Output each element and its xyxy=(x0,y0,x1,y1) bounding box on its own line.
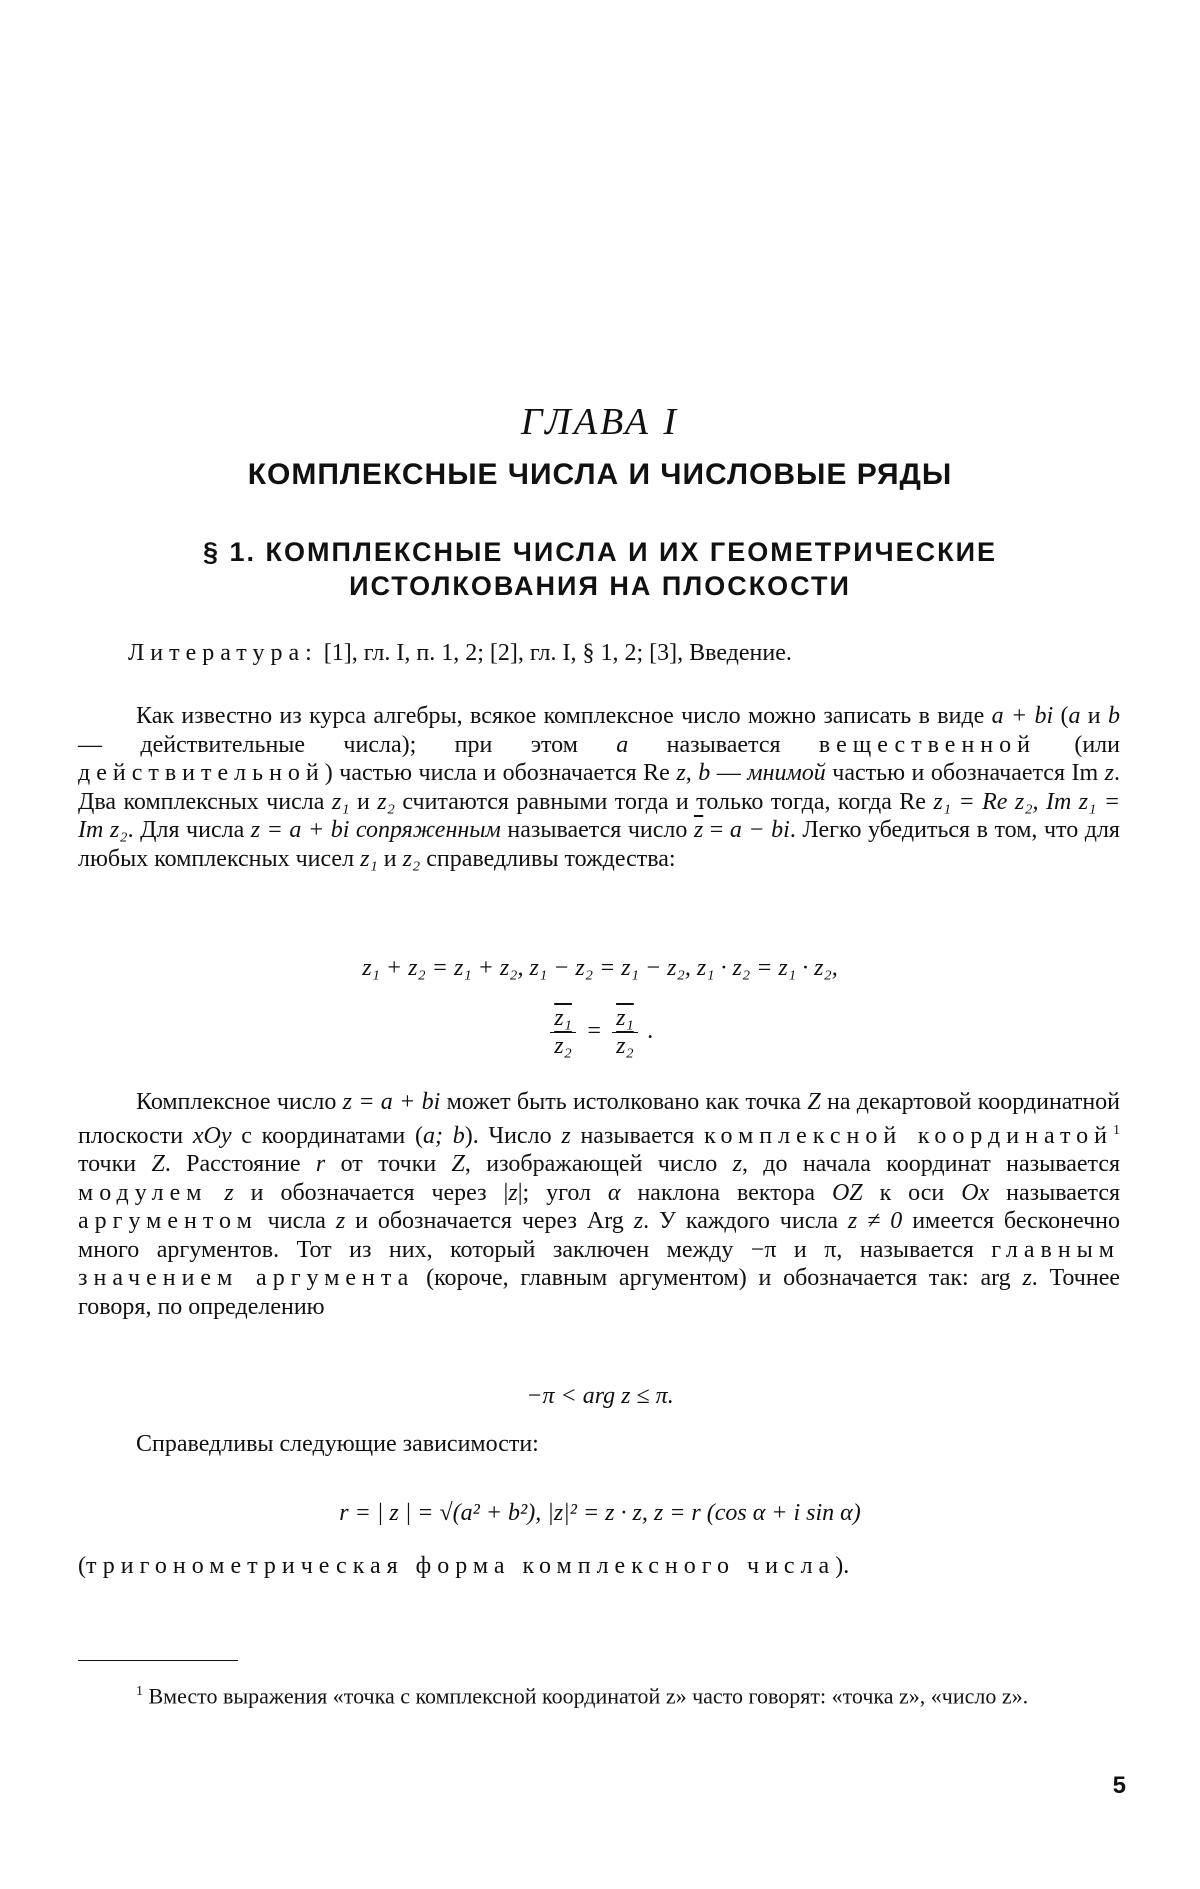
text: . У каждого числа xyxy=(643,1208,848,1234)
text: . Легко убедиться в том, что для любых комплексных чисел xyxy=(78,817,1120,872)
text: числа xyxy=(257,1208,336,1234)
math: z xyxy=(224,1179,234,1206)
numerator: z₁ xyxy=(550,1005,576,1033)
text: (или xyxy=(1035,731,1121,758)
vector-oz: OZ xyxy=(831,1179,863,1206)
text: . Для числа xyxy=(127,817,251,843)
text: . Точнее говоря, по определению xyxy=(78,1265,1121,1320)
term-italic: сопряженным xyxy=(355,817,501,843)
math: a xyxy=(1068,703,1081,729)
paragraph-trig-form xyxy=(78,1552,1120,1581)
term-italic: мнимой xyxy=(747,760,826,786)
text: и обозначается через Arg xyxy=(345,1208,634,1234)
section-title-line1: § 1. КОМПЛЕКСНЫЕ ЧИСЛА И ИХ ГЕОМЕТРИЧЕСКИЕ xyxy=(202,537,997,567)
text: наклона вектора xyxy=(620,1179,832,1206)
term-spaced: вещественной xyxy=(818,731,1036,758)
math: z xyxy=(732,1151,742,1177)
literature-text: [1], гл. I, п. 1, 2; [2], гл. I, § 1, 2; [3], Введение. xyxy=(323,640,792,666)
text: ). xyxy=(835,1553,850,1579)
text: называется xyxy=(570,1122,705,1149)
math: z xyxy=(1022,1265,1032,1291)
math: z₁ xyxy=(360,845,378,872)
math: xOy xyxy=(192,1122,232,1149)
text: — xyxy=(710,760,748,786)
paragraph-relations: Справедливы следующие зависимости: xyxy=(136,1431,539,1457)
footnote-mark: 1 xyxy=(136,1684,143,1699)
numerator: z₁ xyxy=(612,1005,638,1033)
math: a xyxy=(616,731,629,758)
text: имеется бесконечно много аргументов. Тот из них, который заключен между −π и π, называется xyxy=(78,1208,1120,1263)
math: z = a + bi xyxy=(250,817,350,843)
text: и xyxy=(1080,703,1108,729)
page-number: 5 xyxy=(1112,1772,1126,1799)
denominator: z₂ xyxy=(616,1033,634,1059)
text: частью и обозначается Im xyxy=(825,760,1105,786)
math: Z xyxy=(151,1151,165,1177)
term-spaced: аргументом xyxy=(78,1208,258,1234)
literature-line xyxy=(128,640,1118,667)
text: считаются равными тогда и только тогда, когда Re xyxy=(394,788,934,815)
text: ( xyxy=(78,1553,86,1579)
math: b xyxy=(1107,703,1120,729)
math: z₁ xyxy=(331,788,350,815)
paragraph-geometric xyxy=(78,1088,1120,1321)
section-title-line2: ИСТОЛКОВАНИЯ НА ПЛОСКОСТИ xyxy=(349,571,851,601)
footnote-divider xyxy=(78,1660,238,1661)
chapter-title: КОМПЛЕКСНЫЕ ЧИСЛА И ЧИСЛОВЫЕ РЯДЫ xyxy=(247,458,953,491)
text: , изображающей число xyxy=(464,1151,733,1177)
formula-conjugate-identities: z₁ + z₂ = z₁ + z₂, z₁ − z₂ = z₁ − z₂, z₁ · z₂ = z₁ · z₂, xyxy=(362,955,838,981)
text: (короче, главным аргументом) и обозначается так: arg xyxy=(414,1265,1023,1291)
math-conjugate: $\overline{z}$ xyxy=(693,817,704,843)
text: от точки xyxy=(325,1151,452,1177)
math: z = a + bi xyxy=(342,1089,441,1115)
term-spaced: модулем xyxy=(78,1179,208,1206)
footnote xyxy=(78,1678,1120,1709)
term-spaced: действительной xyxy=(78,760,325,786)
section-title xyxy=(100,535,1100,603)
text: , xyxy=(685,760,699,786)
text: Комплексное число xyxy=(136,1089,343,1115)
math: z xyxy=(335,1208,346,1234)
math: z xyxy=(676,760,686,786)
denominator: z₂ xyxy=(554,1033,572,1059)
math: a − bi xyxy=(729,817,790,843)
term-spaced: комплексной координатой xyxy=(704,1122,1113,1149)
formula-conjugate-quotient xyxy=(0,1005,1200,1060)
text: — действительные числа); при этом xyxy=(78,731,617,758)
math: b xyxy=(698,760,711,786)
text: с координатами ( xyxy=(231,1122,423,1149)
text: к оси xyxy=(862,1179,962,1206)
math: a + bi xyxy=(991,703,1054,729)
fraction-lhs xyxy=(550,1005,576,1060)
text: и xyxy=(377,845,403,872)
footnote-text: Вместо выражения «точка с комплексной координатой z» часто говорят: «точка z», «число z». xyxy=(143,1683,1029,1709)
fraction-rhs xyxy=(612,1005,638,1060)
math: z₁ = Re z₂, Im z₁ = Im z₂ xyxy=(78,788,1121,843)
text: может быть истолковано как точка xyxy=(440,1089,808,1115)
math: z xyxy=(1104,760,1115,786)
chapter-label: ГЛАВА I xyxy=(520,401,680,443)
text: , до начала координат называется xyxy=(741,1151,1121,1177)
math: Z xyxy=(451,1151,465,1177)
math: r xyxy=(315,1151,326,1177)
formula-principal-argument: −π < arg z ≤ π. xyxy=(526,1383,674,1409)
literature-label: Литература: xyxy=(128,640,318,666)
text: ). Число xyxy=(464,1122,562,1149)
math: z xyxy=(508,1179,518,1206)
text: . Расстояние xyxy=(164,1151,316,1177)
text: называется xyxy=(989,1179,1121,1206)
math: z₂ xyxy=(377,788,395,815)
text: Как известно из курса алгебры, всякое комплексное число можно записать в виде xyxy=(136,703,992,729)
text: |; угол xyxy=(517,1179,608,1206)
math: z xyxy=(633,1208,644,1234)
text: и обозначается через | xyxy=(233,1179,509,1206)
text: = xyxy=(703,817,730,843)
text: точки xyxy=(78,1151,152,1177)
text: и xyxy=(349,788,378,815)
math: Z xyxy=(807,1089,821,1115)
text: справедливы тождества: xyxy=(420,845,676,872)
math: z₂ xyxy=(402,845,421,872)
math: Ox xyxy=(961,1179,990,1206)
text: ( xyxy=(1053,703,1069,729)
math: z ≠ 0 xyxy=(847,1208,903,1234)
formula-trigonometric: r = | z | = √(a² + b²), |z|² = z · z, z = r (cos α + i sin α) xyxy=(339,1500,861,1526)
paragraph-definition xyxy=(78,702,1120,873)
equals-sign: = xyxy=(585,1018,603,1045)
math: α xyxy=(607,1179,621,1206)
text: . Два комплексных числа xyxy=(78,760,1121,815)
text: называется число xyxy=(500,817,694,843)
period: . xyxy=(647,1018,654,1045)
text: на декартовой координатной плоскости xyxy=(78,1089,1121,1149)
math: z xyxy=(561,1122,571,1149)
text: ) частью числа и обозначается Re xyxy=(324,760,677,786)
math: a; b xyxy=(422,1122,465,1149)
text: называется xyxy=(628,731,819,758)
term-spaced: главным значением аргумента xyxy=(78,1236,1120,1291)
footnote-marker: 1 xyxy=(1113,1122,1120,1138)
term-spaced: тригонометрическая форма комплексного числа xyxy=(86,1553,836,1579)
text xyxy=(207,1180,224,1206)
